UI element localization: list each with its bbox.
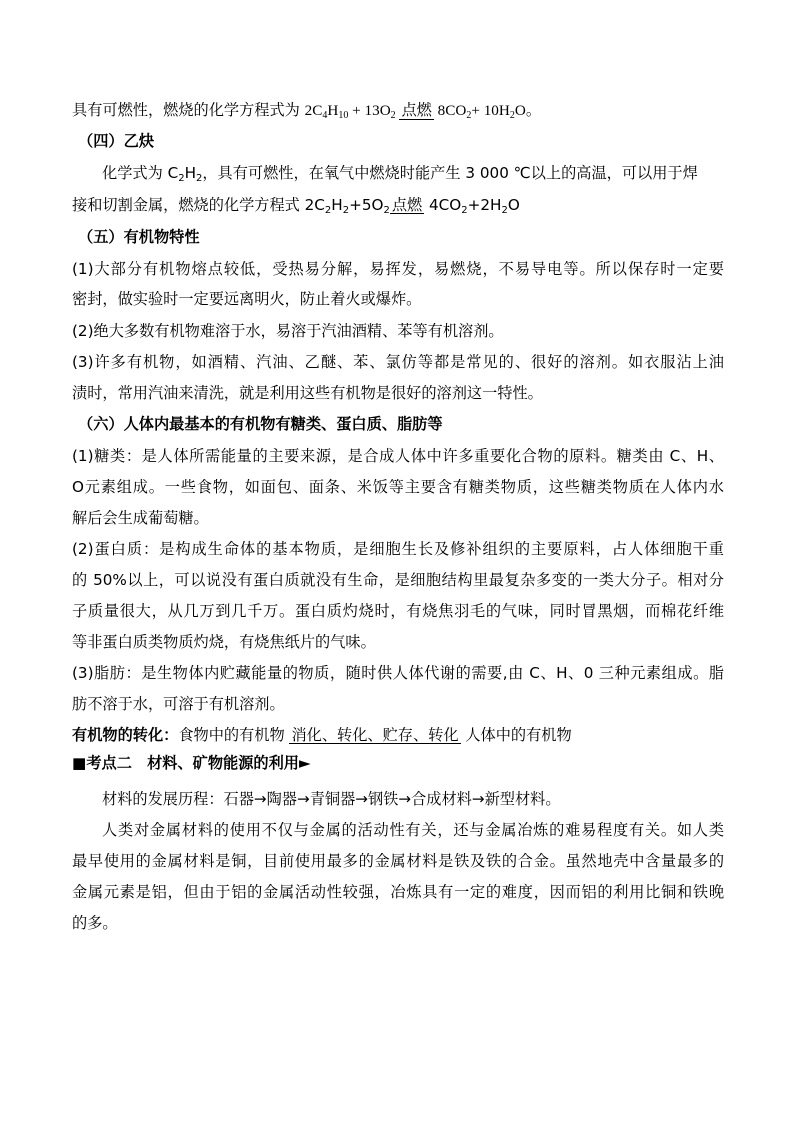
acetylene-line-2: 接和切割金属，燃烧的化学方程式 $2C_2H_2+5O_2$ 点燃 $4CO_2+2H_2O$ <box>72 196 520 216</box>
ignition-condition: 点燃 <box>401 102 432 119</box>
section-two-line: 金属元素是铝，但由于铝的金属活动性较强，冶炼具有一定的难度，因而铝的利用比铜和铁晚 <box>72 883 724 901</box>
body-organics-line: 解后会生成葡萄糖。 <box>72 509 209 527</box>
organic-props-line: (1)大部分有机物熔点较低，受热易分解，易挥发，易燃烧，不易导电等。所以保存时一定要 <box>72 260 724 278</box>
organic-properties-heading: （五）有机物特性 <box>78 228 200 246</box>
section-two-line: 最早使用的金属材料是铜，目前使用最多的金属材料是铁及铁的合金。虽然地壳中含量最多的 <box>72 852 724 870</box>
butane-equation: $2C_4H_{10} + 13O_2$ 点燃 $8CO_2+ 10H_2O$。 <box>304 102 542 121</box>
organic-props-line: 渍时，常用汽油来清洗，就是利用这些有机物是很好的溶剂这一特性。 <box>72 384 543 402</box>
butane-equation-line <box>72 100 541 121</box>
body-organics-line: O元素组成。一些食物，如面包、面条、米饭等主要含有糖类物质，这些糖类物质在人体内水 <box>72 478 724 496</box>
acetylene-heading: （四）乙炔 <box>78 132 154 150</box>
organic-props-line: (3)许多有机物，如酒精、汽油、乙醚、苯、氯仿等都是常见的、很好的溶剂。如衣服沾上油 <box>72 353 724 371</box>
material-development-line: 材料的发展历程：石器→陶器→青铜器→钢铁→合成材料→新型材料。 <box>102 790 561 808</box>
body-organics-line: 子质量很大，从几万到几千万。蛋白质灼烧时，有烧焦羽毛的气味，同时冒黑烟，而棉花纤维 <box>72 602 724 620</box>
body-organics-heading: （六）人体内最基本的有机物有糖类、蛋白质、脂肪等 <box>78 415 443 433</box>
organic-props-line: (2)绝大多数有机物难溶于水，易溶于汽油酒精、苯等有机溶剂。 <box>72 322 504 340</box>
acetylene-line-1: 化学式为 $C_2H_2$，具有可燃性，在氧气中燃烧时能产生 3 000 ℃以上的高温，可以用于焊 <box>102 164 698 184</box>
body-organics-line: 肪不溶于水，可溶于有机溶剂。 <box>72 695 285 713</box>
conversion-from: 食物中的有机物 <box>178 726 290 744</box>
conversion-label: 有机物的转化： <box>72 726 179 744</box>
conversion-to: 人体中的有机物 <box>460 726 572 744</box>
body-organics-line: (1)糖类：是人体所需能量的主要来源，是合成人体中许多重要化合物的原料。糖类由 C、H、 <box>72 447 724 465</box>
conversion-process: 消化、转化、贮存、转化 <box>291 726 459 744</box>
organic-props-line: 密封，做实验时一定要远离明火，防止着火或爆炸。 <box>72 290 422 308</box>
conversion-line <box>72 725 572 745</box>
butane-prefix: 具有可燃性，燃烧的化学方程式为 <box>72 101 305 119</box>
body-organics-line: 的 50%以上，可以说没有蛋白质就没有生命，是细胞结构里最复杂多变的一类大分子。相对分 <box>72 571 724 589</box>
body-organics-line: 等非蛋白质类物质灼烧，有烧焦纸片的气味。 <box>72 633 376 651</box>
section-two-line: 的多。 <box>72 914 118 932</box>
body-organics-line: (2)蛋白质：是构成生命体的基本物质，是细胞生长及修补组织的主要原料，占人体细胞干重 <box>72 540 724 558</box>
section-two-line: 人类对金属材料的使用不仅与金属的活动性有关，还与金属冶炼的难易程度有关。如人类 <box>102 821 724 839</box>
ignition-condition-2: 点燃 <box>391 196 423 214</box>
body-organics-line: (3)脂肪：是生物体内贮藏能量的物质，随时供人体代谢的需要,由 C、H、0 三种元素组成。脂 <box>72 664 724 682</box>
section-two-heading: ■考点二 材料、矿物能源的利用► <box>72 754 311 772</box>
